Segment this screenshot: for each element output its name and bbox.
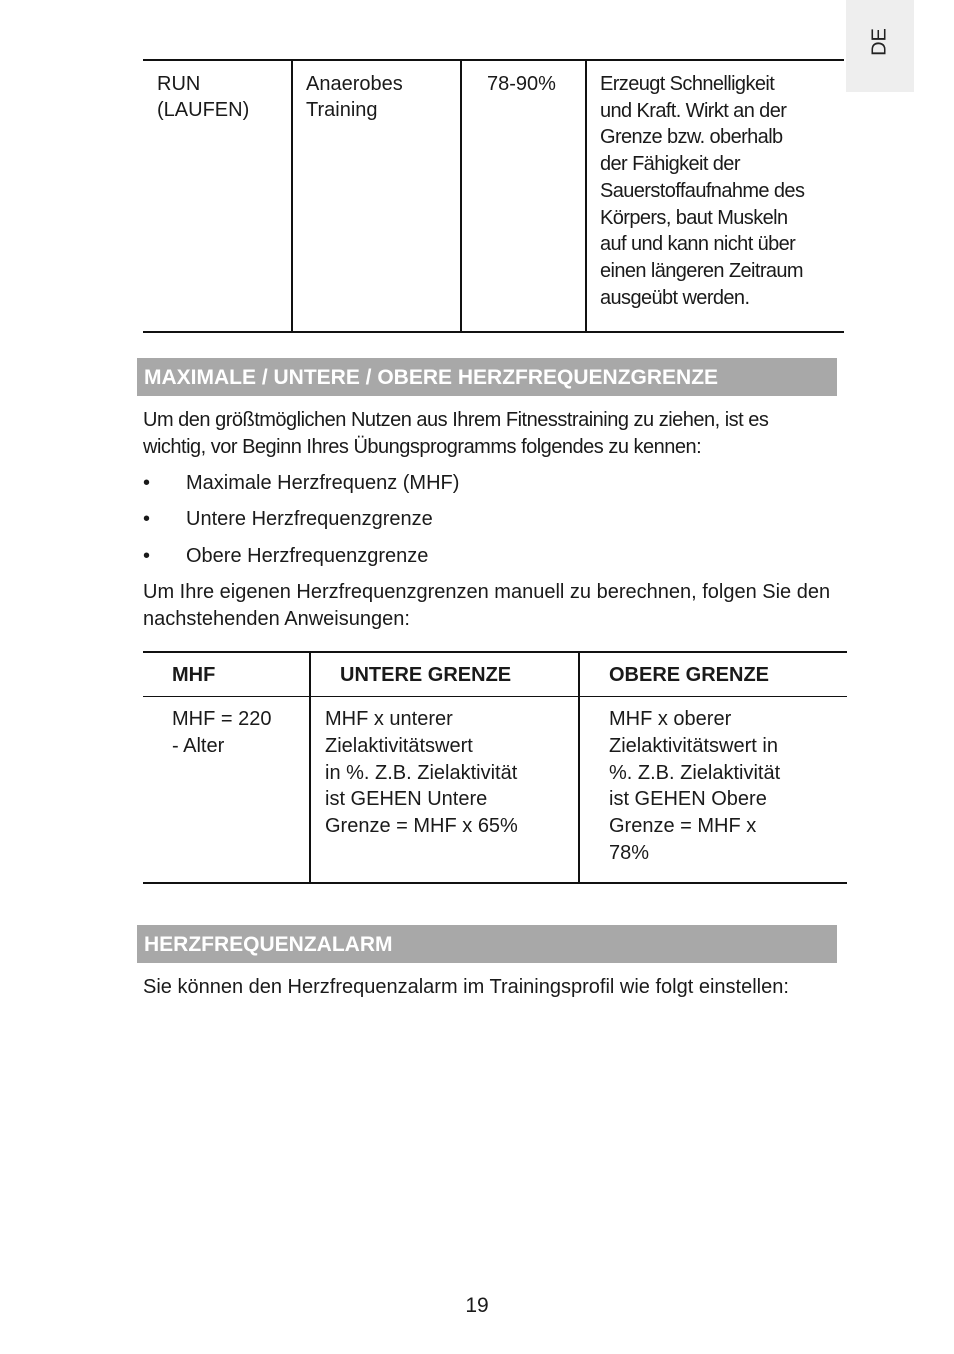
header-divider xyxy=(143,696,847,697)
bullet-icon: • xyxy=(143,508,151,530)
cell-line: 78-90% xyxy=(487,73,556,95)
section-heading-heart-rate-alarm: HERZFREQUENZALARM xyxy=(137,925,837,963)
cell-line: Zielaktivitätswert xyxy=(325,734,473,757)
cell-line: ist GEHEN Untere xyxy=(325,788,488,811)
training-type-cell xyxy=(306,71,403,123)
table-divider xyxy=(585,61,587,331)
cell-line: Anaerobes xyxy=(306,73,403,95)
cell-line: und Kraft. Wirkt an der xyxy=(600,99,787,122)
column-header-lower-limit: UNTERE GRENZE xyxy=(340,664,512,686)
description-cell xyxy=(600,71,804,311)
instructions-paragraph: Um Ihre eigenen Herzfrequenzgrenzen manuell zu berechnen, folgen Sie den nachstehenden Anweisungen: xyxy=(143,581,831,630)
training-zone-table xyxy=(143,59,844,333)
upper-limit-cell xyxy=(609,706,780,867)
language-label: DE xyxy=(868,28,891,56)
cell-line: Zielaktivitätswert in xyxy=(609,734,778,757)
bullet-icon: • xyxy=(143,472,151,494)
cell-line: Grenze = MHF x 65% xyxy=(325,815,518,838)
cell-line: Training xyxy=(306,99,378,121)
cell-line: MHF x unterer xyxy=(325,708,453,730)
table-divider xyxy=(309,653,311,882)
cell-line: Grenze = MHF x xyxy=(609,815,757,838)
cell-line: 78% xyxy=(609,841,650,864)
percentage-cell xyxy=(487,71,556,97)
alarm-paragraph: Sie können den Herzfrequenzalarm im Trainingsprofil wie folgt einstellen: xyxy=(143,976,789,998)
table-divider xyxy=(578,653,580,882)
page-number: 19 xyxy=(465,1294,489,1317)
table-divider xyxy=(460,61,462,331)
cell-line: auf und kann nicht über xyxy=(600,233,796,256)
cell-line: ist GEHEN Obere xyxy=(609,788,767,811)
cell-line: Erzeugt Schnelligkeit xyxy=(600,73,775,95)
list-item-label: Maximale Herzfrequenz (MHF) xyxy=(186,472,460,494)
cell-line: einen längeren Zeitraum xyxy=(600,259,803,282)
list-item-label: Obere Herzfrequenzgrenze xyxy=(186,545,429,567)
language-tab xyxy=(846,0,914,92)
cell-line: der Fähigkeit der xyxy=(600,153,740,176)
intro-paragraph: Um den größtmöglichen Nutzen aus Ihrem Fitnesstraining zu ziehen, ist es wichtig, vor Beginn Ihres Übungsprogramms folgendes zu kennen: xyxy=(143,409,769,458)
cell-line: Sauerstoffaufnahme des xyxy=(600,179,805,202)
cell-line: MHF x oberer xyxy=(609,708,732,730)
cell-line: %. Z.B. Zielaktivität xyxy=(609,761,781,784)
cell-line: MHF = 220 xyxy=(172,708,272,730)
cell-line: RUN xyxy=(157,73,201,95)
column-header-mhf: MHF xyxy=(172,664,216,686)
cell-line: Grenze bzw. oberhalb xyxy=(600,126,783,149)
table-divider xyxy=(291,61,293,331)
cell-line: (LAUFEN) xyxy=(157,99,250,121)
cell-line: - Alter xyxy=(172,734,225,757)
cell-line: Körpers, baut Muskeln xyxy=(600,206,788,229)
cell-line: in %. Z.B. Zielaktivität xyxy=(325,761,518,784)
zone-name-cell xyxy=(157,71,249,123)
bullet-icon: • xyxy=(143,545,151,567)
lower-limit-cell xyxy=(325,706,518,840)
mhf-formula-cell xyxy=(172,706,271,760)
cell-line: ausgeübt werden. xyxy=(600,286,750,309)
column-header-upper-limit: OBERE GRENZE xyxy=(609,664,770,686)
section-heading-heart-rate-limits: MAXIMALE / UNTERE / OBERE HERZFREQUENZGRENZE xyxy=(137,358,837,396)
list-item-label: Untere Herzfrequenzgrenze xyxy=(186,508,433,530)
heart-rate-limits-table xyxy=(143,651,847,884)
